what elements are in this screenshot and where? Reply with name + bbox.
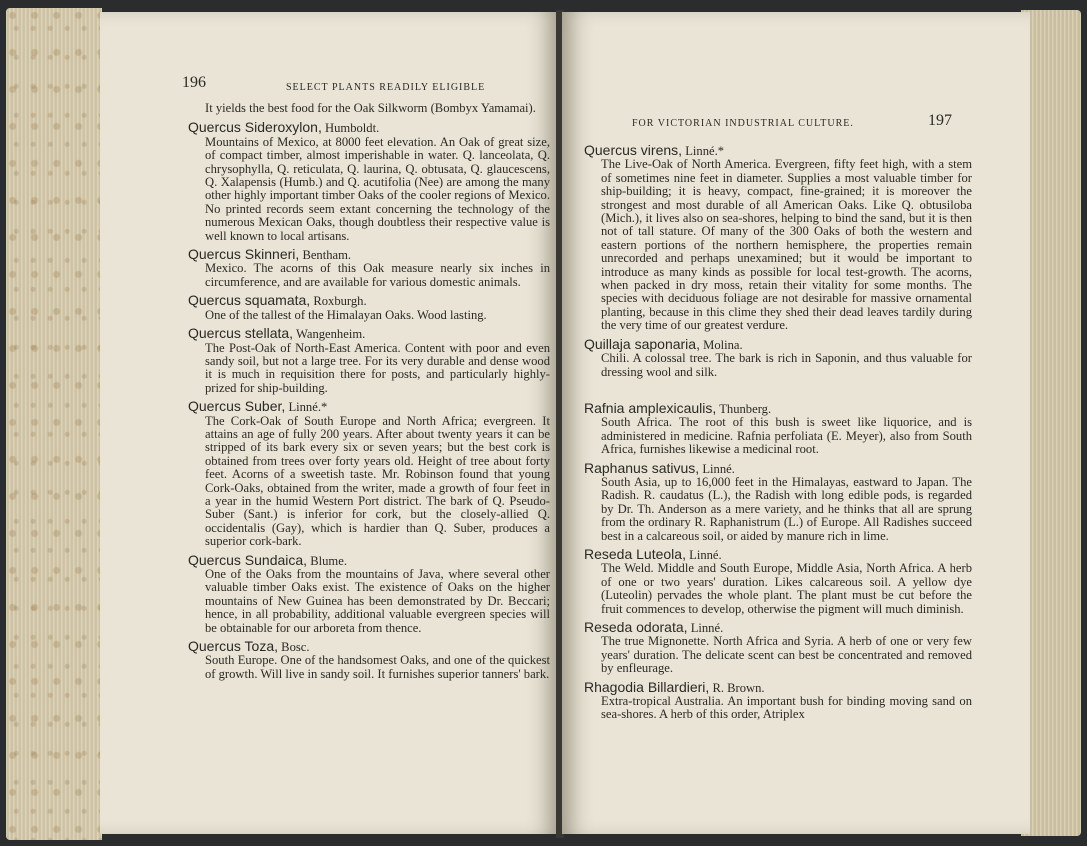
species-name: Rafnia amplexicaulis, — [584, 399, 717, 416]
entry-quercus-virens — [584, 144, 972, 333]
entry-quercus-suber — [188, 400, 550, 548]
entry-quercus-stellata — [188, 327, 550, 395]
species-description: Mountains of Mexico, at 8000 feet elevation. An Oak of great size, of compact timber, almost imperishable in water. Q. lanceolata, Q. chrysophylla, Q. reticulata, Q. laurina, Q. obtusata, Q. glaucescens, Q. Xalapensis (Humb.) and Q. acutifolia (Nee) are among the many other highly important timber Oaks of the cooler regions of Mexico. No printed records seem extant concerning the technology of the numerous Mexican Oaks, though doubtless their respective value is well known to local artisans. — [205, 134, 550, 243]
species-authority: Wangenheim. — [295, 327, 366, 342]
species-name: Quercus virens, — [584, 142, 683, 158]
species-authority: Linné.* — [288, 400, 328, 415]
species-authority: Linné. — [690, 621, 724, 635]
species-authority: Linné. — [702, 461, 735, 476]
species-name: Raphanus sativus, — [584, 459, 700, 476]
species-authority: Bosc. — [281, 640, 310, 655]
species-authority: Molina. — [703, 337, 743, 352]
species-description: Chili. A colossal tree. The bark is rich in Saponin, and thus valuable for dressing wool and silk. — [601, 351, 972, 379]
species-name: Quercus stellata, — [188, 325, 294, 342]
species-description: South Africa. The root of this bush is sweet like liquorice, and is administered in medicine. Rafnia perfoliata (E. Meyer), also from South Africa, furnishes likewise a medicinal root. — [601, 415, 972, 457]
page-edges-left — [6, 8, 102, 840]
species-authority: Linné. — [689, 547, 722, 562]
species-description: South Asia, up to 16,000 feet in the Himalayas, eastward to Japan. The Radish. R. caudatus (L.), the Radish with long edible pods, is regarded by Dr. Th. Anderson as a mere variety, and he thinks that all are sprung from the ordinary R. Raphanistrum (L.) of Europe. All Radishes succeed best in a calcareous soil, or aided by manure rich in lime. — [601, 474, 972, 543]
entry-quercus-sundaica — [188, 551, 550, 635]
species-name: Reseda odorata, — [584, 619, 688, 635]
species-name: Quillaja saponaria, — [584, 335, 700, 352]
intro-text: It yields the best food for the Oak Silkworm (Bombyx Yamamai). — [205, 101, 536, 115]
species-description: The true Mignonette. North Africa and Syria. A herb of one or very few years' duration. The delicate scent can best be concentrated and removed by enfleurage. — [601, 634, 972, 676]
species-name: Quercus squamata, — [188, 292, 311, 309]
species-description: The Cork-Oak of South Europe and North Africa; evergreen. It attains an age of fully 200 years. After about twenty years it can be stripped of its bark every six or seven years; but the best cork is obtained from trees over forty years old. Height of tree about forty feet. Acorns of a sweetish taste. Mr. Robinson found that young Cork-Oaks, obtained from the writer, made a growth of four feet in a year in the humid Western Port district. The bark of Q. Pseudo-Suber (Sant.) is inferior for cork, but the closely-allied Q. occidentalis (Gay), which is hardier than Q. Suber, produces a superior cork-bark. — [205, 413, 550, 549]
species-authority: Roxburgh. — [313, 294, 367, 309]
entry-quercus-squamata — [188, 294, 550, 322]
right-page — [562, 12, 1030, 834]
left-page — [100, 12, 558, 834]
entry-reseda-odorata — [584, 621, 972, 676]
species-description: The Live-Oak of North America. Evergreen, fifty feet high, with a stem of sometimes nine feet in diameter. Supplies a most valuable timber for ship-building; it is heavy, compact, fine-grained; it is moreover the strongest and most durable of all American Oaks. Like Q. obtusiloba (Mich.), it lives also on sea-shores, helping to bind the sand, but it is then not of tall stature. Of many of the 300 Oaks of both the western and eastern portions of the northern hemisphere, the properties remain unrecorded and perhaps unexamined; but it would be important to introduce as many kinds as possible for local test-growth. The acorns, when packed in dry moss, retain their vitality for some months. The species with deciduous foliage are not desirable for massive ornamental planting, because in this clime they shed their dead leaves tardily during the very time of our greatest verdure. — [601, 157, 972, 333]
species-authority: Bentham. — [302, 248, 352, 263]
species-description: The Weld. Middle and South Europe, Middle Asia, North Africa. A herb of one or two years' duration. Likes calcareous soil. A yellow dye (Luteolin) pervades the whole plant. The plant must be cut before the fruit commences to develop, otherwise the pigment will much diminish. — [601, 561, 972, 616]
species-description: The Post-Oak of North-East America. Content with poor and even sandy soil, but not a large tree. For its very durable and dense wood it is much in requisition there for posts, and particularly highly-prized for ship-building. — [205, 340, 550, 395]
running-header-left: SELECT PLANTS READILY ELIGIBLE — [286, 82, 486, 93]
right-column — [584, 144, 972, 727]
entry-quercus-toza — [188, 640, 550, 681]
entry-reseda-luteola — [584, 545, 972, 616]
species-authority: Blume. — [310, 553, 347, 568]
entry-quercus-sideroxylon — [188, 121, 550, 243]
species-description: One of the Oaks from the mountains of Java, where several other valuable timber Oaks exist. The existence of Oaks on the higher mountains of New Guinea has been demonstrated by Dr. Beccari; hence, in all probability, additional valuable evergreen species will be obtainable for our arboreta from thence. — [205, 567, 550, 635]
species-description: One of the tallest of the Himalayan Oaks. Wood lasting. — [205, 307, 487, 322]
species-description: Mexico. The acorns of this Oak measure nearly six inches in circumference, and are available for various domestic animals. — [205, 261, 550, 289]
species-name: Quercus Skinneri, — [188, 246, 300, 263]
species-name: Reseda Luteola, — [584, 545, 686, 562]
entry-quillaja-saponaria — [584, 335, 972, 379]
species-authority: R. Brown. — [712, 680, 765, 695]
page-number-left: 196 — [182, 74, 206, 91]
entry-quercus-skinneri — [188, 248, 550, 289]
species-name: Quercus Sundaica, — [188, 551, 308, 568]
running-header-right: FOR VICTORIAN INDUSTRIAL CULTURE. — [632, 118, 854, 129]
entry-rhagodia-billardieri — [584, 678, 972, 722]
left-column — [188, 102, 550, 686]
species-name: Rhagodia Billardieri, — [584, 678, 710, 695]
species-authority: Thunberg. — [719, 401, 772, 416]
entry-rafnia-amplexicaulis — [584, 399, 972, 457]
species-name: Quercus Sideroxylon, — [188, 119, 322, 136]
species-description: Extra-tropical Australia. An important bush for binding moving sand on sea-shores. A herb of this order, Atriplex — [601, 694, 972, 722]
species-name: Quercus Toza, — [188, 638, 279, 655]
species-authority: Linné.* — [685, 144, 725, 158]
page-number-right: 197 — [928, 112, 952, 129]
page-edges-right — [1021, 10, 1081, 836]
species-name: Quercus Suber, — [188, 398, 286, 415]
species-authority: Humboldt. — [325, 121, 380, 136]
species-description: South Europe. One of the handsomest Oaks, and one of the quickest of growth. Will live in sandy soil. It furnishes superior tanners' bark. — [205, 653, 550, 681]
entry-raphanus-sativus — [584, 459, 972, 543]
